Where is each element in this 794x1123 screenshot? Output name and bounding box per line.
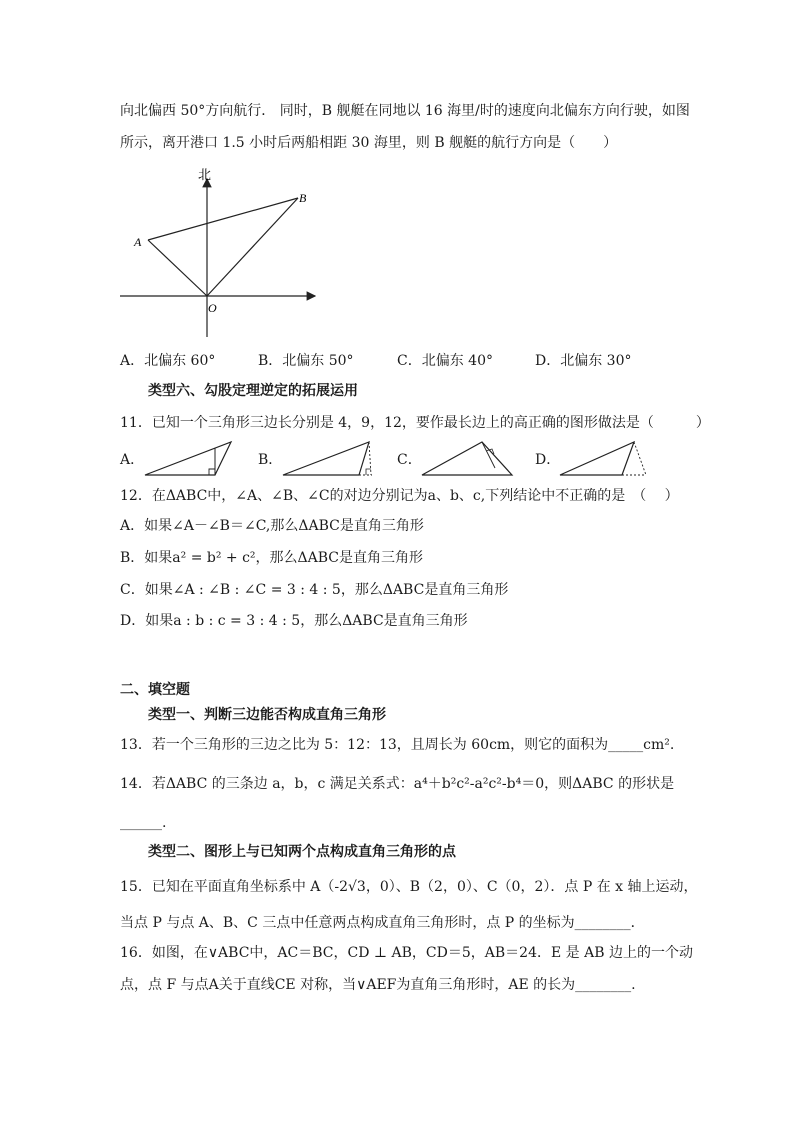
q16-line2: 点，点 F 与点A关于直线CE 对称，当∨AEF为直角三角形时，AE 的长为________.	[120, 977, 636, 993]
point-b-label: B	[299, 191, 307, 205]
q14-line1: 14．若ΔABC 的三条边 a，b，c 满足关系式：a⁴＋b²c²-a²c²-b⁴＝0，则ΔABC 的形状是	[120, 776, 675, 792]
q10-option-d: D．北偏东 30°	[535, 353, 632, 369]
point-o-label: O	[208, 301, 217, 315]
q15-line1: 15．已知在平面直角坐标系中 A（-2√3，0）、B（2，0）、C（0，2）．点 P 在 x 轴上运动，	[120, 879, 698, 895]
q15-line2: 当点 P 与点 A、B、C 三点中任意两点构成直角三角形时，点 P 的坐标为________．	[120, 915, 645, 931]
q10-direction-figure	[110, 165, 330, 345]
segment-ob	[207, 198, 298, 296]
q11-option-c-figure	[420, 440, 520, 478]
segment-oa	[148, 240, 207, 296]
q11-option-b-label: B．	[258, 452, 283, 468]
q12-option-c: C．如果∠A : ∠B : ∠C = 3 : 4 : 5，那么ΔABC是直角三角形	[120, 582, 509, 598]
q10-line1: 向北偏西 50°方向航行． 同时，B 舰艇在同地以 16 海里/时的速度向北偏东方向行驶，如图	[120, 103, 690, 119]
q11-option-a-figure	[143, 440, 248, 478]
q12-option-b: B．如果a² = b² + c²，那么ΔABC是直角三角形	[120, 550, 424, 566]
q11-option-a-label: A．	[120, 452, 145, 468]
q14-line2: ______.	[120, 815, 167, 831]
q10-option-b: B．北偏东 50°	[258, 353, 354, 369]
type1-heading: 类型一、判断三边能否构成直角三角形	[148, 707, 386, 723]
q10-line2: 所示，离开港口 1.5 小时后两船相距 30 海里，则 B 舰艇的航行方向是（ ）	[120, 135, 618, 151]
type2-heading: 类型二、图形上与已知两个点构成直角三角形的点	[148, 844, 456, 860]
segment-ab	[148, 198, 298, 240]
q11-option-c-label: C．	[397, 452, 422, 468]
q16-line1: 16．如图，在∨ABC中，AC＝BC，CD ⊥ AB，CD＝5，AB＝24．E 是 AB 边上的一个动	[120, 945, 693, 961]
q11-option-d-label: D．	[535, 452, 561, 468]
q10-option-c: C．北偏东 40°	[397, 353, 493, 369]
q12-option-d: D．如果a : b : c = 3 : 4 : 5，那么ΔABC是直角三角形	[120, 613, 468, 629]
q12-stem: 12．在ΔABC中，∠A、∠B、∠C的对边分别记为a、b、c,下列结论中不正确的是 （ ）	[120, 488, 679, 504]
point-a-label: A	[134, 235, 142, 249]
section2-heading: 二、填空题	[120, 682, 190, 698]
q11-option-d-figure	[558, 440, 658, 478]
section6-heading: 类型六、勾股定理逆定的拓展运用	[148, 383, 358, 399]
q12-option-a: A．如果∠A－∠B＝∠C,那么ΔABC是直角三角形	[120, 518, 424, 534]
north-label: 北	[198, 167, 212, 182]
q10-option-a: A．北偏东 60°	[120, 353, 216, 369]
q11-option-b-figure	[281, 440, 381, 478]
q11-stem: 11．已知一个三角形三边长分别是 4，9，12，要作最长边上的高正确的图形做法是（ ）	[120, 415, 710, 431]
q13-text: 13．若一个三角形的三边之比为 5：12：13，且周长为 60cm，则它的面积为_____cm².	[120, 737, 675, 753]
